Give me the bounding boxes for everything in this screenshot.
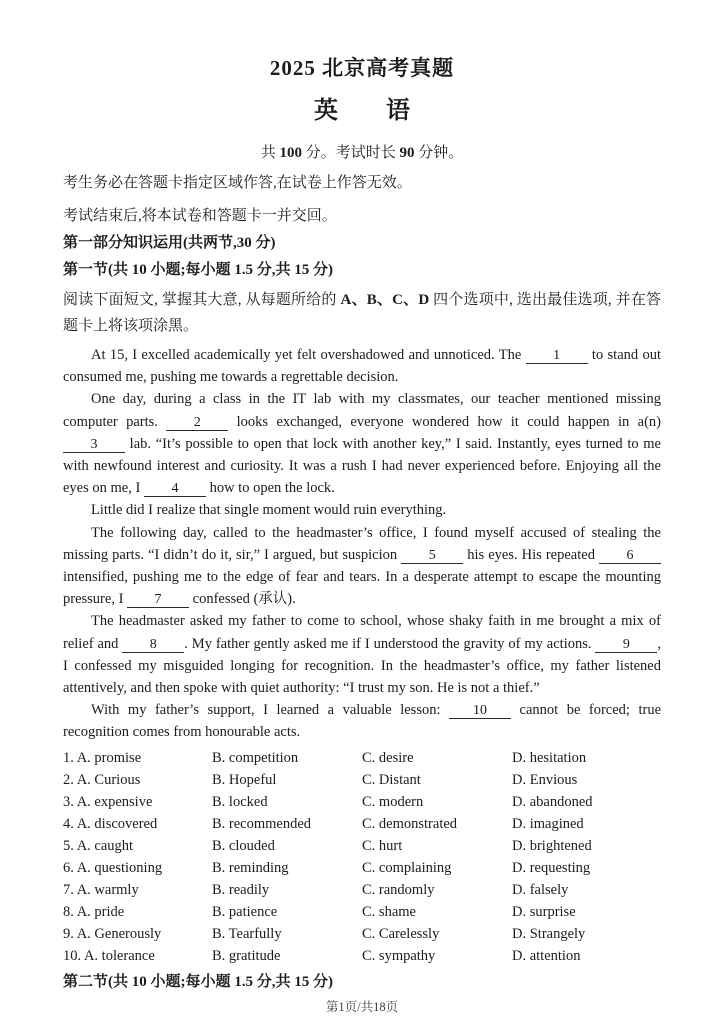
passage-paragraph: One day, during a class in the IT lab with my classmates, our teacher mentioned missing computer parts. 2 looks exchanged, everyone wondered how it could happen in a(n) 3 lab. “It’s possible to open that lock with another key,” I said. Instantly, eyes turned to me with newfound interest and curiosity. It was a rush I had never experienced before. Enjoying all the eyes on me, I 4 how to open the lock. bbox=[63, 391, 661, 497]
option-8-c: C. shame bbox=[362, 903, 416, 920]
option-6-d: D. requesting bbox=[512, 859, 591, 876]
option-3-b: B. locked bbox=[212, 793, 268, 810]
option-9-c: C. Carelessly bbox=[362, 925, 440, 942]
option-4-b: B. recommended bbox=[212, 815, 312, 832]
option-row-3 bbox=[63, 791, 661, 813]
option-row-1 bbox=[63, 747, 661, 769]
option-2-c: C. Distant bbox=[362, 771, 421, 788]
option-4-d: D. imagined bbox=[512, 815, 584, 832]
option-6-a: 6. A. questioning bbox=[63, 859, 163, 876]
option-1-d: D. hesitation bbox=[512, 749, 587, 766]
option-8-b: B. patience bbox=[212, 903, 278, 920]
option-1-c: C. desire bbox=[362, 749, 414, 766]
cloze-blank-3: 3 bbox=[63, 437, 125, 453]
option-row-9 bbox=[63, 923, 661, 945]
option-1-a: 1. A. promise bbox=[63, 749, 142, 766]
option-7-b: B. readily bbox=[212, 881, 270, 898]
options-table bbox=[63, 747, 661, 967]
cloze-blank-8: 8 bbox=[122, 637, 184, 653]
part1-section1-heading: 第一节(共 10 小题;每小题 1.5 分,共 15 分) bbox=[63, 262, 333, 278]
cloze-blank-10: 10 bbox=[449, 703, 511, 719]
meta-seg3: 分钟。 bbox=[414, 145, 464, 161]
option-4-a: 4. A. discovered bbox=[63, 815, 158, 832]
option-10-c: C. sympathy bbox=[362, 947, 436, 964]
option-3-c: C. modern bbox=[362, 793, 424, 810]
instruction-seg3: 四个选项中, 选出最佳选项, 并在答题卡上将该项涂黑。 bbox=[63, 292, 661, 334]
option-10-d: D. attention bbox=[512, 947, 581, 964]
option-8-a: 8. A. pride bbox=[63, 903, 125, 920]
option-6-c: C. complaining bbox=[362, 859, 452, 876]
notice-answer-sheet: 考生务必在答题卡指定区域作答,在试卷上作答无效。 bbox=[63, 175, 412, 191]
option-6-b: B. reminding bbox=[212, 859, 289, 876]
passage-paragraph: With my father’s support, I learned a valuable lesson: 10 cannot be forced; true recognition comes from honourable acts. bbox=[63, 702, 662, 741]
cloze-blank-9: 9 bbox=[595, 637, 657, 653]
passage bbox=[63, 344, 661, 744]
passage-paragraph: Little did I realize that single moment would ruin everything. bbox=[91, 502, 447, 519]
option-row-4 bbox=[63, 813, 661, 835]
option-5-c: C. hurt bbox=[362, 837, 403, 854]
option-3-a: 3. A. expensive bbox=[63, 793, 153, 810]
part1-heading: 第一部分知识运用(共两节,30 分) bbox=[63, 235, 276, 251]
exam-duration: 90 bbox=[399, 145, 415, 161]
instruction-seg1: 阅读下面短文, 掌握其大意, 从每题所给的 bbox=[63, 292, 341, 308]
option-7-c: C. randomly bbox=[362, 881, 435, 898]
part1-section2-heading: 第二节(共 10 小题;每小题 1.5 分,共 15 分) bbox=[63, 973, 333, 990]
cloze-blank-4: 4 bbox=[144, 481, 206, 497]
exam-subject: 英 语 bbox=[314, 98, 410, 124]
meta-seg1: 共 bbox=[260, 145, 280, 161]
cloze-instruction bbox=[63, 287, 661, 339]
option-row-10 bbox=[63, 945, 661, 967]
option-9-a: 9. A. Generously bbox=[63, 925, 162, 942]
option-5-d: D. brightened bbox=[512, 837, 592, 854]
page-number: 第1页/共18页 bbox=[325, 1000, 399, 1014]
option-2-b: B. Hopeful bbox=[212, 771, 277, 788]
option-2-d: D. Envious bbox=[512, 771, 578, 788]
option-7-d: D. falsely bbox=[512, 881, 569, 898]
cloze-blank-2: 2 bbox=[166, 415, 228, 431]
cloze-blank-7: 7 bbox=[127, 592, 189, 608]
option-9-d: D. Strangely bbox=[512, 925, 586, 942]
passage-paragraph: The following day, called to the headmaster’s office, I found myself accused of stealing the missing parts. “I didn’t do it, sir,” I argued, but suspicion 5 his eyes. His repeated 6 intensified, pushing me to the edge of fear and tears. In a desperate attempt to escape the mounting pressure, I 7 confessed (承认). bbox=[63, 524, 661, 608]
instruction-abcd: A、B、C、D bbox=[340, 292, 430, 308]
option-4-c: C. demonstrated bbox=[362, 815, 458, 832]
passage-paragraph: The headmaster asked my father to come to school, whose shaky faith in me brought a mix of relief and 8 . My father gently asked me if I understood the gravity of my actions. 9 , I confessed my misguided longing for recognition. In the headmaster’s office, my father listened attentively, and then spoke with quiet authority: “I trust my son. He is not a thief.” bbox=[63, 613, 661, 697]
option-row-5 bbox=[63, 835, 661, 857]
exam-title: 2025 北京高考真题 bbox=[269, 56, 455, 80]
option-5-b: B. clouded bbox=[212, 837, 275, 854]
option-5-a: 5. A. caught bbox=[63, 837, 134, 854]
option-10-a: 10. A. tolerance bbox=[63, 947, 155, 964]
option-9-b: B. Tearfully bbox=[212, 925, 282, 942]
option-row-8 bbox=[63, 901, 661, 923]
option-3-d: D. abandoned bbox=[512, 793, 593, 810]
meta-seg2: 分。考试时长 bbox=[301, 145, 400, 161]
score-duration-line bbox=[63, 143, 661, 163]
option-row-2 bbox=[63, 769, 661, 791]
cloze-blank-6: 6 bbox=[599, 548, 661, 564]
option-8-d: D. surprise bbox=[512, 903, 576, 920]
option-row-6 bbox=[63, 857, 661, 879]
option-7-a: 7. A. warmly bbox=[63, 881, 139, 898]
option-10-b: B. gratitude bbox=[212, 947, 281, 964]
cloze-blank-1: 1 bbox=[526, 348, 588, 364]
option-2-a: 2. A. Curious bbox=[63, 771, 141, 788]
option-1-b: B. competition bbox=[212, 749, 299, 766]
passage-paragraph: At 15, I excelled academically yet felt overshadowed and unnoticed. The 1 to stand out consumed me, pushing me towards a regrettable decision. bbox=[63, 347, 661, 386]
notice-return-paper: 考试结束后,将本试卷和答题卡一并交回。 bbox=[63, 208, 337, 224]
total-score: 100 bbox=[279, 145, 302, 161]
option-row-7 bbox=[63, 879, 661, 901]
cloze-blank-5: 5 bbox=[401, 548, 463, 564]
